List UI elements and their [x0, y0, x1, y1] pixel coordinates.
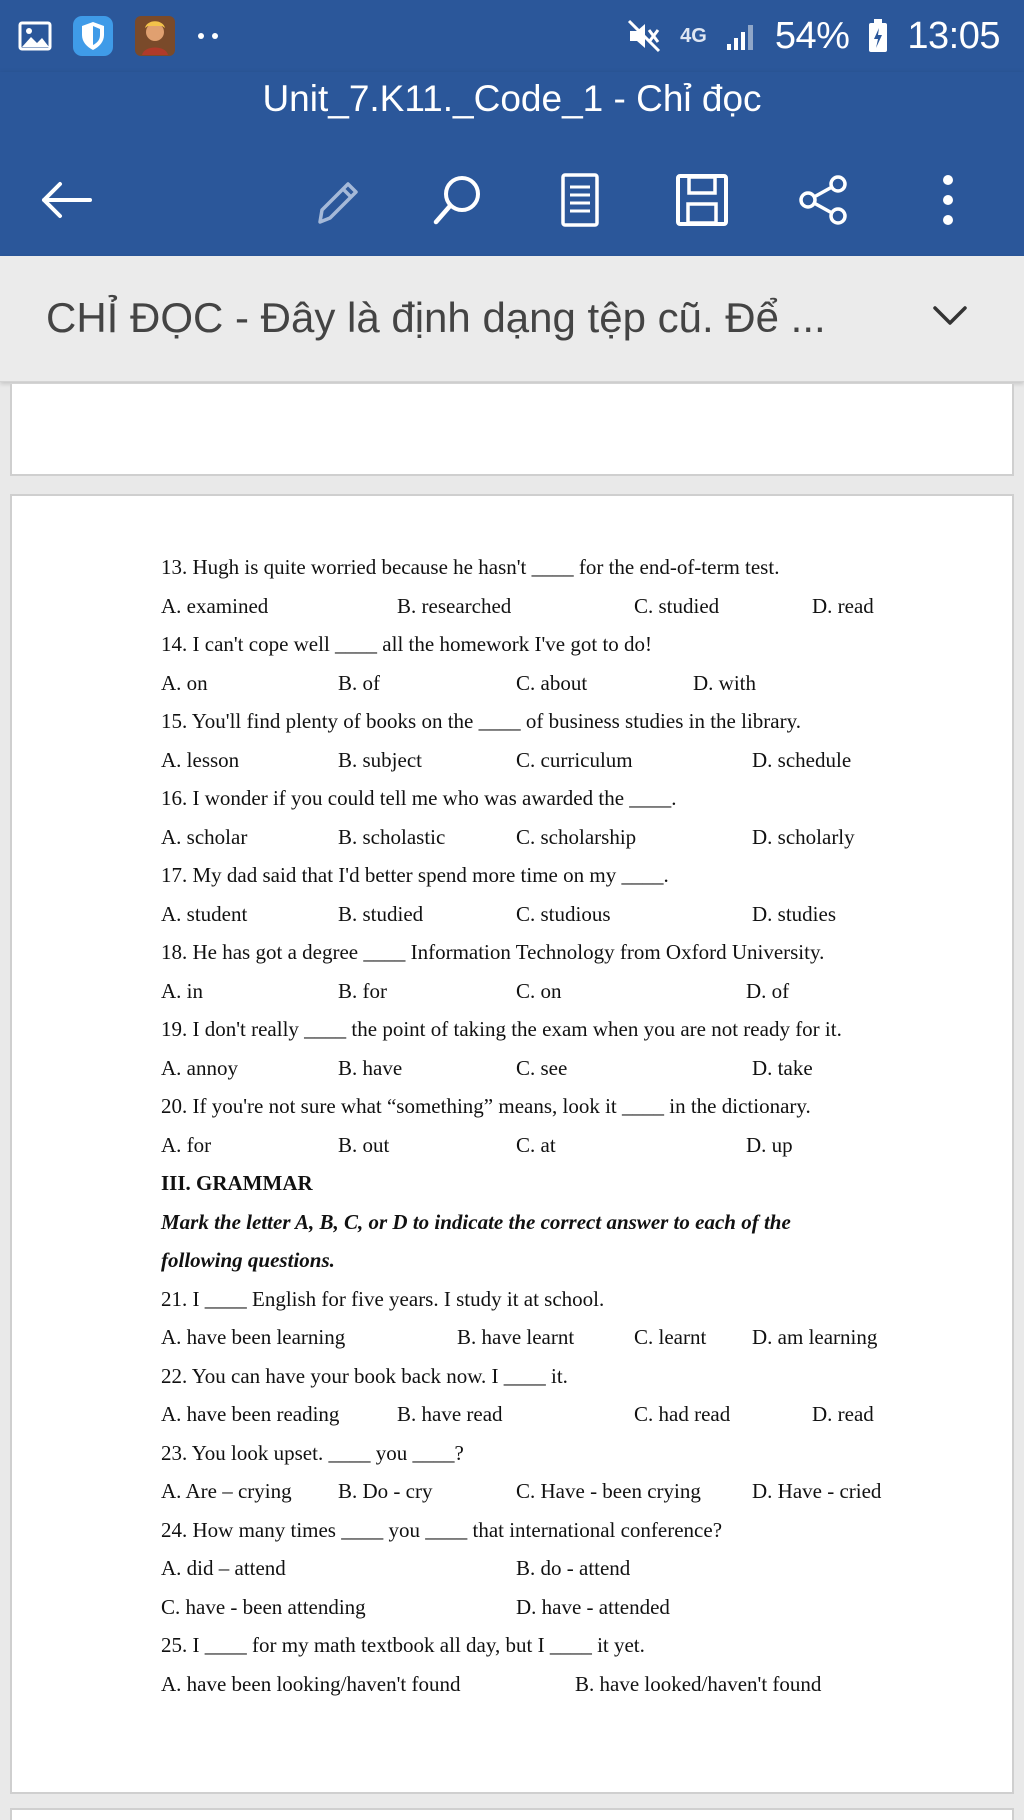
mute-icon [626, 18, 662, 54]
question-21: 21. I ____ English for five years. I study it at school. [161, 1286, 605, 1311]
option-b: B. have read [397, 1402, 503, 1426]
section-instruction: Mark the letter A, B, C, or D to indicate the correct answer to each of the [161, 1209, 791, 1234]
save-button[interactable] [660, 160, 744, 244]
shield-app-icon [72, 15, 114, 57]
document-page[interactable] [10, 494, 1014, 1794]
reading-view-icon [558, 172, 602, 233]
option-c: C. studied [634, 593, 720, 618]
edit-button[interactable] [294, 160, 378, 244]
option-a: A. Are – crying [161, 1479, 292, 1503]
option-d: D. studies [752, 901, 836, 926]
option-b: B. have looked/haven't found [575, 1671, 822, 1696]
question-18: 18. He has got a degree ____ Information Technology from Oxford University. [161, 940, 825, 964]
options-25 [161, 1665, 941, 1704]
option-c: C. see [516, 1055, 568, 1080]
edit-pencil-icon [308, 172, 364, 233]
option-a: A. examined [161, 593, 269, 618]
section-instruction-cont: following questions. [161, 1248, 335, 1272]
option-c: C. had read [634, 1402, 731, 1426]
option-a: A. for [161, 1132, 212, 1157]
game-avatar-icon [134, 15, 176, 57]
network-type: 4G [680, 25, 707, 47]
more-notifications-icon [196, 31, 222, 41]
next-page [10, 1808, 1014, 1820]
question-25: 25. I ____ for my math textbook all day, but I ____ it yet. [161, 1633, 645, 1657]
option-b: B. studied [338, 901, 424, 926]
options-19 [161, 1049, 941, 1088]
option-b: B. have [338, 1055, 403, 1080]
option-c: C. have - been attending [161, 1594, 366, 1619]
share-icon [796, 172, 852, 233]
options-24-cd [161, 1588, 941, 1627]
option-d: D. schedule [752, 747, 852, 772]
notification-icons [18, 14, 222, 58]
option-c: C. curriculum [516, 747, 633, 772]
option-b: B. out [338, 1132, 390, 1157]
options-24-ab [161, 1549, 941, 1588]
option-c: C. about [516, 670, 588, 695]
expand-banner-button[interactable] [922, 290, 978, 346]
back-button[interactable] [24, 160, 108, 244]
reading-view-button[interactable] [538, 160, 622, 244]
options-22 [161, 1395, 941, 1434]
option-b: B. have learnt [457, 1325, 575, 1349]
system-status [626, 8, 1000, 64]
option-c: C. on [516, 978, 562, 1003]
options-13 [161, 587, 941, 626]
status-bar [0, 0, 1024, 72]
option-a: A. have been reading [161, 1402, 340, 1426]
clock: 13:05 [907, 14, 1000, 57]
options-23 [161, 1472, 941, 1511]
option-b: B. scholastic [338, 824, 446, 849]
more-vertical-icon [938, 172, 958, 233]
share-button[interactable] [782, 160, 866, 244]
save-icon [674, 172, 730, 233]
options-17 [161, 895, 941, 934]
previous-page [10, 384, 1014, 476]
question-16: 16. I wonder if you could tell me who was awarded the ____. [161, 786, 677, 810]
option-c: C. scholarship [516, 824, 637, 849]
question-14: 14. I can't cope well ____ all the homework I've got to do! [161, 632, 653, 656]
gallery-icon [18, 20, 52, 52]
option-a: A. did – attend [161, 1556, 286, 1580]
question-22: 22. You can have your book back now. I ____ it. [161, 1363, 568, 1388]
option-c: C. learnt [634, 1325, 707, 1349]
question-24: 24. How many times ____ you ____ that international conference? [161, 1517, 723, 1542]
option-b: B. for [338, 978, 387, 1003]
app-header [0, 72, 1024, 256]
options-21 [161, 1318, 941, 1357]
back-arrow-icon [38, 178, 94, 227]
battery-icon [867, 18, 889, 54]
options-20 [161, 1126, 941, 1165]
question-13: 13. Hugh is quite worried because he hasn't ____ for the end-of-term test. [161, 555, 780, 579]
chevron-down-icon [932, 305, 968, 332]
option-d: D. have - attended [516, 1594, 670, 1619]
section-heading: III. GRAMMAR [161, 1171, 313, 1195]
option-a: A. student [161, 901, 248, 926]
question-17: 17. My dad said that I'd better spend more time on my ____. [161, 863, 669, 887]
question-20: 20. If you're not sure what “something” means, look it ____ in the dictionary. [161, 1094, 811, 1118]
signal-icon [725, 20, 757, 52]
option-b: B. of [338, 670, 380, 695]
search-button[interactable] [416, 160, 500, 244]
option-d: D. read [812, 1402, 874, 1426]
option-d: D. Have - cried [752, 1479, 882, 1503]
options-15 [161, 741, 941, 780]
battery-percent: 54% [774, 14, 850, 57]
question-23: 23. You look upset. ____ you ____? [161, 1440, 464, 1465]
option-c: C. Have - been crying [516, 1479, 701, 1503]
option-a: A. have been learning [161, 1325, 346, 1349]
option-b: B. researched [397, 593, 512, 618]
option-b: B. Do - cry [338, 1479, 433, 1503]
options-16 [161, 818, 941, 857]
more-options-button[interactable] [906, 160, 990, 244]
option-a: A. scholar [161, 824, 248, 849]
option-d: D. take [752, 1055, 813, 1080]
document-content [161, 548, 941, 1703]
search-icon [430, 172, 486, 233]
question-19: 19. I don't really ____ the point of taking the exam when you are not ready for it. [161, 1017, 842, 1041]
option-d: D. up [746, 1132, 793, 1157]
question-15: 15. You'll find plenty of books on the ____ of business studies in the library. [161, 709, 801, 733]
option-a: A. lesson [161, 747, 240, 772]
toolbar [0, 160, 1024, 244]
option-d: D. read [812, 593, 874, 618]
option-d: D. scholarly [752, 824, 855, 849]
option-a: A. in [161, 978, 203, 1003]
option-d: D. with [693, 670, 756, 695]
option-d: D. am learning [752, 1325, 878, 1349]
read-only-banner[interactable] [0, 256, 1024, 382]
option-d: D. of [746, 978, 790, 1003]
options-18 [161, 972, 941, 1011]
option-a: A. on [161, 670, 208, 695]
option-a: A. annoy [161, 1055, 238, 1080]
option-a: A. have been looking/haven't found [161, 1671, 461, 1696]
option-c: C. studious [516, 901, 611, 926]
read-only-message: CHỈ ĐỌC - Đây là định dạng tệp cũ. Để ... [46, 294, 826, 341]
option-c: C. at [516, 1132, 556, 1157]
option-b: B. do - attend [516, 1556, 631, 1580]
document-title: Unit_7.K11._Code_1 - Chỉ đọc [262, 78, 762, 119]
options-14 [161, 664, 941, 703]
option-b: B. subject [338, 747, 422, 772]
